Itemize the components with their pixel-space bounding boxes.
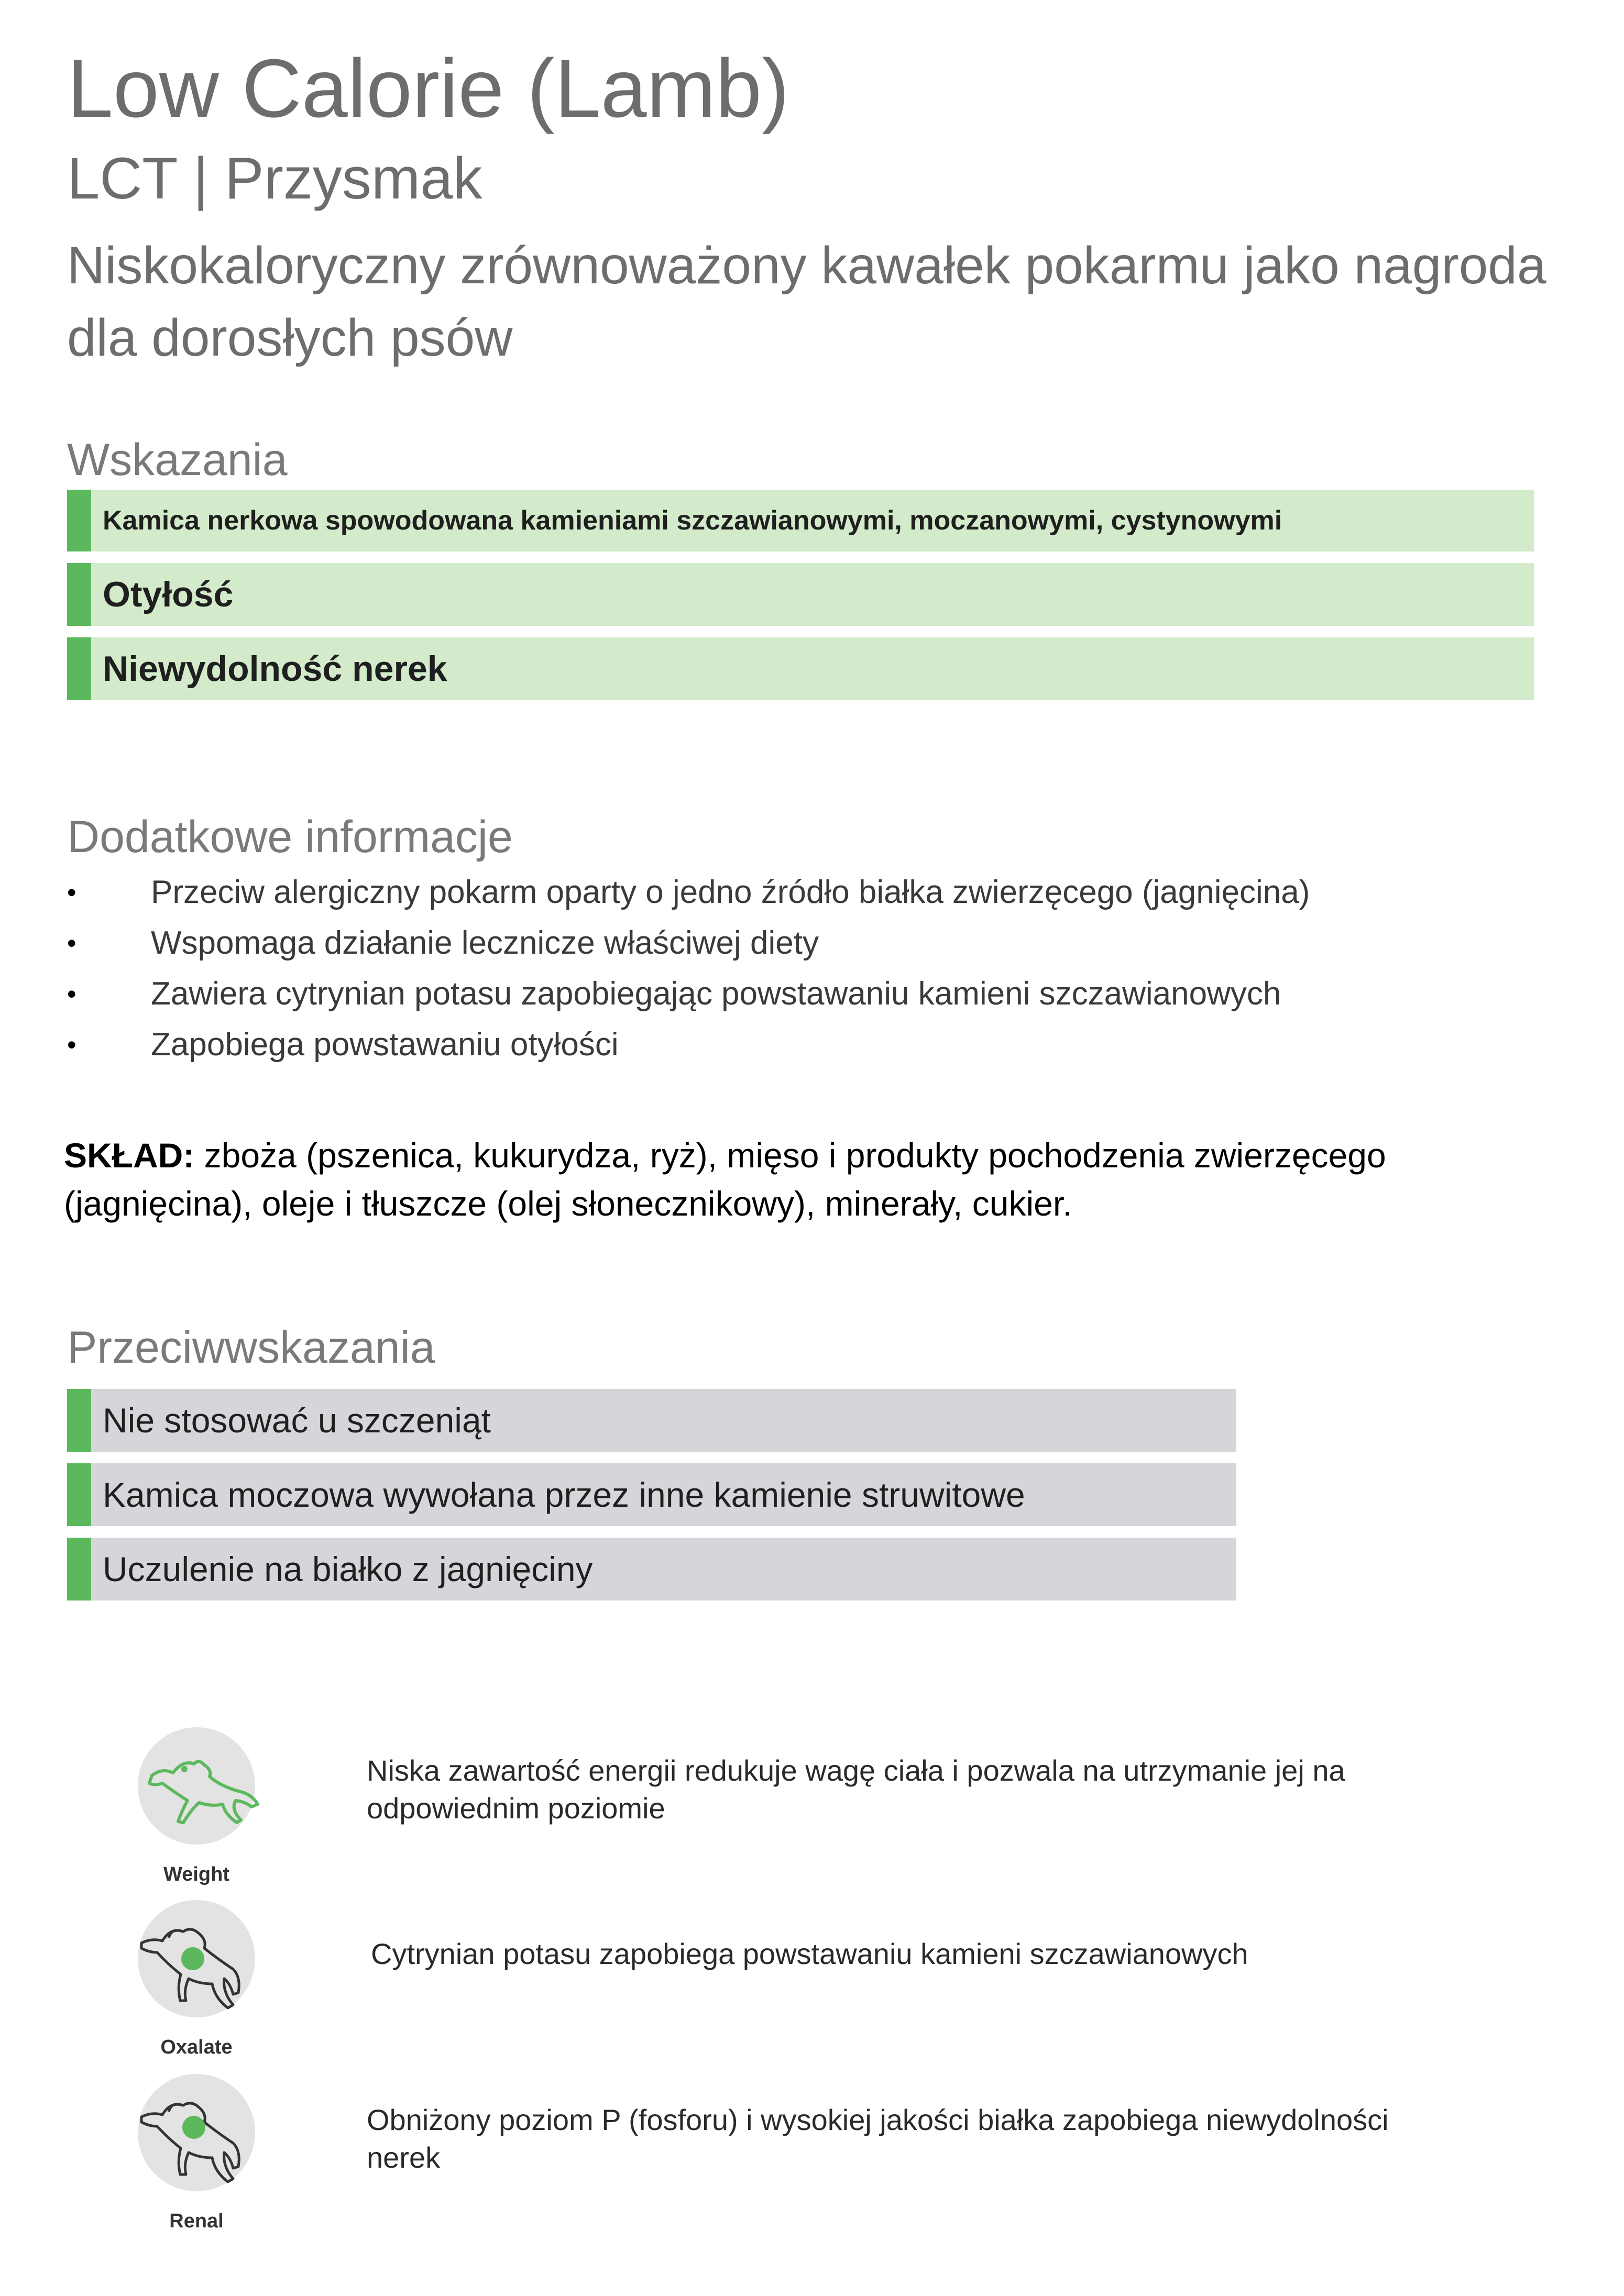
indication-item bbox=[67, 490, 1534, 551]
indication-marker bbox=[67, 563, 91, 626]
info-item bbox=[67, 867, 1612, 918]
feature-text: Cytrynian potasu zapobiega powstawaniu kamieni szczawianowych bbox=[371, 1937, 1248, 1970]
indication-item bbox=[67, 563, 1534, 626]
bullet: • bbox=[67, 928, 76, 958]
oxalate-label: Oxalate bbox=[160, 2036, 233, 2058]
contraindication-text: Kamica moczowa wywołana przez inne kamienie struwitowe bbox=[103, 1475, 1025, 1514]
indications-heading: Wskazania bbox=[67, 435, 288, 485]
indication-marker bbox=[67, 490, 91, 551]
indications-list bbox=[67, 490, 1534, 712]
contraindication-marker bbox=[67, 1463, 91, 1526]
additional-info-heading: Dodatkowe informacje bbox=[67, 812, 513, 862]
feature-renal bbox=[120, 2065, 1535, 2232]
indication-text: Otyłość bbox=[103, 575, 234, 614]
info-item bbox=[67, 968, 1612, 1019]
contraindication-text: Uczulenie na białko z jagnięciny bbox=[103, 1550, 593, 1588]
contraindication-item bbox=[67, 1538, 1236, 1600]
product-subtitle: LCT | Przysmak bbox=[67, 146, 482, 211]
contraindications-heading: Przeciwwskazania bbox=[67, 1322, 435, 1373]
info-text: Zapobiega powstawaniu otyłości bbox=[151, 1026, 619, 1063]
info-item bbox=[67, 1019, 1612, 1070]
contraindication-text: Nie stosować u szczeniąt bbox=[103, 1401, 491, 1440]
composition bbox=[64, 1131, 1583, 1228]
renal-label: Renal bbox=[169, 2210, 224, 2232]
info-item bbox=[67, 918, 1612, 968]
feature-text: Niska zawartość energii redukuje wagę ciała i pozwala na utrzymanie jej na odpowiednim poziomie bbox=[367, 1754, 1345, 1825]
feature-weight bbox=[120, 1718, 1535, 1885]
additional-info-list bbox=[67, 867, 1612, 1070]
indication-text: Niewydolność nerek bbox=[103, 649, 447, 689]
bullet: • bbox=[67, 1030, 76, 1059]
contraindications-list bbox=[67, 1389, 1236, 1612]
indication-item bbox=[67, 637, 1534, 700]
renal-dog-icon bbox=[120, 2065, 272, 2232]
info-text: Przeciw alergiczny pokarm oparty o jedno źródło białka zwierzęcego (jagnięcina) bbox=[151, 874, 1310, 910]
product-title: Low Calorie (Lamb) bbox=[67, 42, 789, 135]
indication-marker bbox=[67, 637, 91, 700]
contraindication-marker bbox=[67, 1538, 91, 1600]
oxalate-dog-icon bbox=[120, 1891, 272, 2058]
bullet: • bbox=[67, 979, 76, 1009]
contraindication-marker bbox=[67, 1389, 91, 1452]
bullet: • bbox=[67, 877, 76, 907]
composition-label: SKŁAD: bbox=[64, 1136, 195, 1175]
indication-text: Kamica nerkowa spowodowana kamieniami szczawianowymi, moczanowymi, cystynowymi bbox=[103, 505, 1282, 536]
product-description: Niskokaloryczny zrównoważony kawałek pokarmu jako nagroda dla dorosłych psów bbox=[67, 236, 1546, 367]
feature-oxalate bbox=[120, 1891, 1535, 2058]
info-text: Zawiera cytrynian potasu zapobiegając powstawaniu kamieni szczawianowych bbox=[151, 976, 1281, 1012]
contraindication-item bbox=[67, 1463, 1236, 1526]
feature-text: Obniżony poziom P (fosforu) i wysokiej jakości białka zapobiega niewydolności nerek bbox=[367, 2103, 1389, 2174]
weight-dog-icon bbox=[120, 1718, 272, 1885]
weight-label: Weight bbox=[163, 1863, 229, 1885]
info-text: Wspomaga działanie lecznicze właściwej diety bbox=[151, 925, 819, 961]
composition-text: zboża (pszenica, kukurydza, ryż), mięso i produkty pochodzenia zwierzęcego (jagnięcina), oleje i tłuszcze (olej słonecznikowy), minerały, cukier. bbox=[64, 1136, 1386, 1223]
contraindication-item bbox=[67, 1389, 1236, 1452]
